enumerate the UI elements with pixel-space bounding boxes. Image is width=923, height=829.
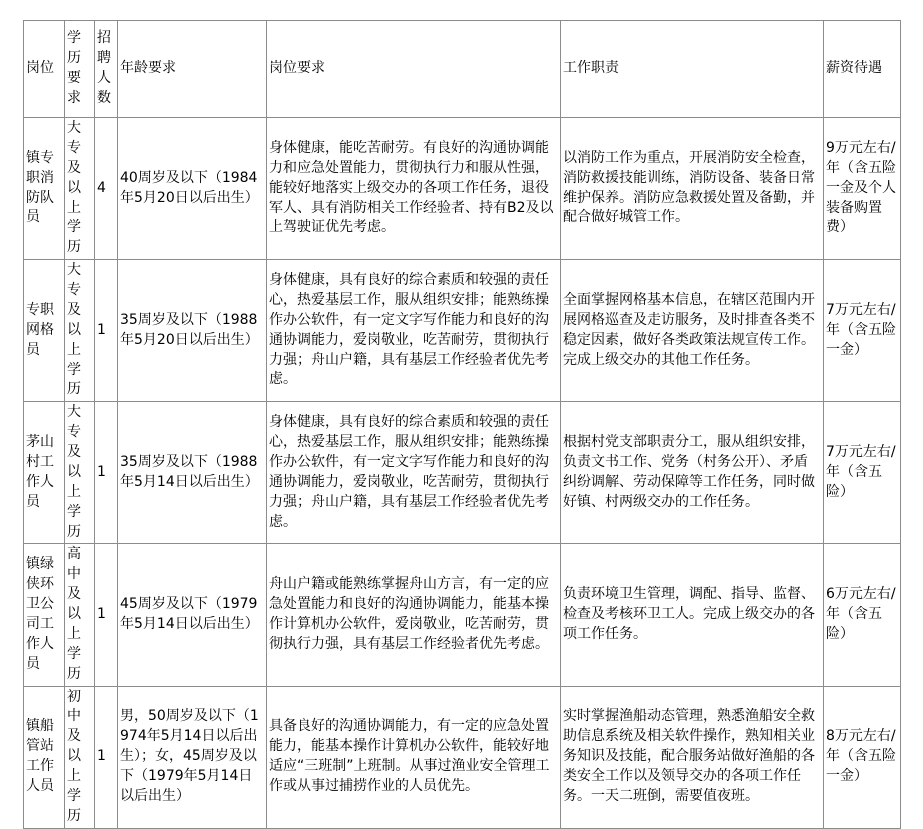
cell-position: 镇绿侠环卫公司工作人员 bbox=[24, 544, 65, 686]
cell-education: 大专及以上学历 bbox=[65, 260, 95, 402]
cell-position: 茅山村工作人员 bbox=[24, 402, 65, 544]
cell-age: 男，50周岁及以下（1974年5月14日以后出生）；女，45周岁及以下（1979年5月14日以后出生） bbox=[118, 686, 267, 828]
cell-education: 高中及以上学历 bbox=[65, 544, 95, 686]
header-requirements: 岗位要求 bbox=[267, 21, 561, 118]
cell-salary: 6万元左右/年（含五险） bbox=[824, 544, 901, 686]
header-row bbox=[24, 21, 901, 118]
header-duties: 工作职责 bbox=[561, 21, 824, 118]
header-age: 年龄要求 bbox=[118, 21, 267, 118]
cell-salary: 7万元左右/年（含五险一金） bbox=[824, 260, 901, 402]
cell-salary: 8万元左右/年（含五险一金） bbox=[824, 686, 901, 828]
cell-salary: 9万元左右/年（含五险一金及个人装备购置费） bbox=[824, 118, 901, 260]
table-row bbox=[24, 402, 901, 544]
cell-position: 专职网格员 bbox=[24, 260, 65, 402]
cell-age: 35周岁及以下（1988年5月20日以后出生） bbox=[118, 260, 267, 402]
cell-headcount: 1 bbox=[95, 686, 118, 828]
header-education: 学历要求 bbox=[65, 21, 95, 118]
cell-position: 镇专职消防队员 bbox=[24, 118, 65, 260]
table-row bbox=[24, 544, 901, 686]
cell-duties: 负责环境卫生管理，调配、指导、监督、检查及考核环卫工人。完成上级交办的各项工作任务。 bbox=[561, 544, 824, 686]
cell-duties: 实时掌握渔船动态管理，熟悉渔船安全救助信息系统及相关软件操作，熟知相关业务知识及技能，配合服务站做好渔船的各类安全工作以及领导交办的各项工作任务。一天二班倒，需要值夜班。 bbox=[561, 686, 824, 828]
cell-duties: 以消防工作为重点，开展消防安全检查，消防救援技能训练，消防设备、装备日常维护保养。消防应急救援处置及备勤，并配合做好城管工作。 bbox=[561, 118, 824, 260]
header-salary: 薪资待遇 bbox=[824, 21, 901, 118]
table-row bbox=[24, 686, 901, 828]
header-position: 岗位 bbox=[24, 21, 65, 118]
cell-requirements: 舟山户籍或能熟练掌握舟山方言，有一定的应急处置能力和良好的沟通协调能力，能基本操作计算机办公软件，爱岗敬业，吃苦耐劳，贯彻执行力强，具有基层工作经验者优先考虑。 bbox=[267, 544, 561, 686]
cell-headcount: 4 bbox=[95, 118, 118, 260]
cell-duties: 根据村党支部职责分工，服从组织安排，负责文书工作、党务（村务公开）、矛盾纠纷调解、劳动保障等工作任务，同时做好镇、村两级交办的工作任务。 bbox=[561, 402, 824, 544]
cell-education: 大专及以上学历 bbox=[65, 402, 95, 544]
cell-age: 35周岁及以下（1988年5月14日以后出生） bbox=[118, 402, 267, 544]
cell-requirements: 身体健康，能吃苦耐劳。有良好的沟通协调能力和应急处置能力，贯彻执行力和服从性强，能较好地落实上级交办的各项工作任务，退役军人、具有消防相关工作经验者、持有B2及以上驾驶证优先考虑。 bbox=[267, 118, 561, 260]
table-row bbox=[24, 118, 901, 260]
cell-duties: 全面掌握网格基本信息，在辖区范围内开展网格巡查及走访服务，及时排查各类不稳定因素，做好各类政策法规宣传工作。完成上级交办的其他工作任务。 bbox=[561, 260, 824, 402]
cell-headcount: 1 bbox=[95, 260, 118, 402]
cell-headcount: 1 bbox=[95, 544, 118, 686]
cell-requirements: 身体健康，具有良好的综合素质和较强的责任心，热爱基层工作，服从组织安排；能熟练操作办公软件，有一定文字写作能力和良好的沟通协调能力，爱岗敬业，吃苦耐劳，贯彻执行力强；舟山户籍，具有基层工作经验者优先考虑。 bbox=[267, 260, 561, 402]
cell-age: 40周岁及以下（1984年5月20日以后出生） bbox=[118, 118, 267, 260]
header-headcount: 招聘人数 bbox=[95, 21, 118, 118]
table-row bbox=[24, 260, 901, 402]
recruitment-table bbox=[23, 20, 901, 829]
cell-education: 大专及以上学历 bbox=[65, 118, 95, 260]
cell-requirements: 具备良好的沟通协调能力，有一定的应急处置能力，能基本操作计算机办公软件，能较好地适应“三班制”上班制。从事过渔业安全管理工作或从事过捕捞作业的人员优先。 bbox=[267, 686, 561, 828]
cell-requirements: 身体健康，具有良好的综合素质和较强的责任心，热爱基层工作，服从组织安排；能熟练操作办公软件，有一定文字写作能力和良好的沟通协调能力，爱岗敬业，吃苦耐劳，贯彻执行力强；舟山户籍，具有基层工作经验者优先考虑。 bbox=[267, 402, 561, 544]
cell-position: 镇船管站工作人员 bbox=[24, 686, 65, 828]
cell-headcount: 1 bbox=[95, 402, 118, 544]
cell-salary: 7万元左右/年（含五险） bbox=[824, 402, 901, 544]
cell-age: 45周岁及以下（1979年5月14日以后出生） bbox=[118, 544, 267, 686]
cell-education: 初中及以上学历 bbox=[65, 686, 95, 828]
